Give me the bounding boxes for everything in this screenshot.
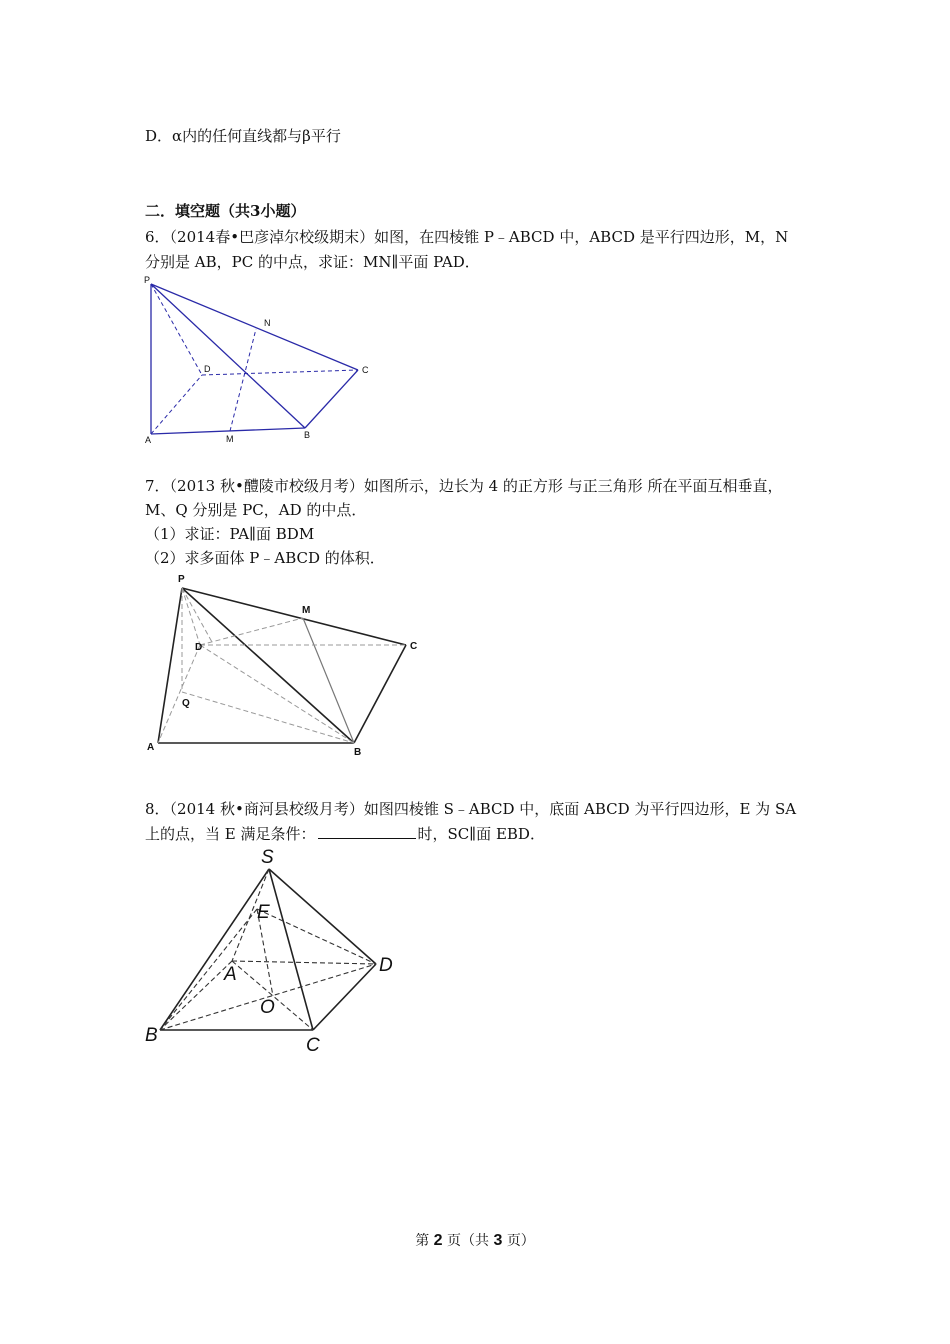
label-c: C — [362, 365, 369, 375]
q8-line2 — [145, 823, 545, 845]
q8-line1: 8．（2014 秋•商河县校级月考）如图四棱锥 S﹣ABCD 中，底面 ABCD 为平行四边形，E 为 SA — [145, 800, 797, 818]
edge-sd — [269, 869, 376, 964]
edge-da — [158, 645, 200, 743]
edge-dc — [202, 370, 358, 375]
label-s: S — [261, 847, 274, 868]
page-footer — [0, 1230, 950, 1250]
q7-line1: 7．（2013 秋•醴陵市校级月考）如图所示，边长为 4 的正方形 与正三角形 所在平面互相垂直， — [145, 477, 783, 495]
option-d: D．α内的任何直线都与β平行 — [145, 127, 341, 145]
edge-sc — [269, 869, 313, 1030]
label-b: B — [304, 430, 311, 440]
label-c: C — [306, 1035, 320, 1056]
label-m: M — [226, 434, 234, 444]
label-a: A — [224, 964, 237, 985]
section-heading-end: 小题） — [260, 202, 306, 220]
q8-line2-pre: 上的点，当 E 满足条件： — [145, 825, 316, 843]
label-a: A — [145, 435, 152, 445]
edge-pb — [182, 588, 354, 743]
q8-line2-post: 时，SC∥面 EBD． — [417, 825, 545, 843]
label-a: A — [147, 742, 155, 753]
label-d: D — [379, 955, 393, 976]
edge-ab — [160, 961, 232, 1030]
label-p: P — [144, 275, 151, 285]
footer-total-pages: 3 — [493, 1232, 503, 1249]
q7-line2: M、Q 分别是 PC，AD 的中点． — [145, 501, 367, 519]
q7-line4: （2）求多面体 P﹣ABCD 的体积． — [145, 549, 385, 567]
edge-sb — [160, 869, 269, 1030]
q8-figure — [140, 845, 410, 1055]
label-e: E — [257, 902, 270, 923]
footer-mid: 页（共 — [447, 1233, 489, 1249]
label-m: M — [302, 605, 311, 616]
q7-figure — [140, 570, 430, 760]
q6-line2: 分别是 AB，PC 的中点，求证：MN∥平面 PAD． — [145, 253, 480, 271]
edge-ad — [232, 961, 376, 964]
segment-eb — [160, 909, 257, 1030]
label-d: D — [204, 364, 211, 374]
label-o: O — [260, 997, 275, 1018]
label-c: C — [410, 641, 418, 652]
diag-ac — [232, 961, 313, 1030]
edge-pb — [151, 284, 305, 428]
edge-bc — [354, 645, 406, 743]
segment-dm — [200, 618, 303, 645]
q6-line1: 6．（2014春•巴彦淖尔校级期末）如图，在四棱锥 P﹣ABCD 中，ABCD 是平行四边形，M，N — [145, 228, 789, 246]
edge-pc — [151, 284, 358, 370]
edge-ad — [151, 375, 202, 434]
section-heading-text: 二．填空题（共 — [145, 202, 251, 220]
edge-bc — [305, 370, 358, 428]
section-heading — [145, 200, 305, 222]
segment-ed — [257, 909, 376, 964]
footer-post: 页） — [506, 1233, 535, 1249]
segment-qb — [182, 692, 354, 743]
q6-figure — [140, 275, 380, 447]
label-d: D — [195, 642, 203, 653]
label-q: Q — [182, 698, 190, 709]
edge-pa — [158, 588, 182, 743]
q7-line3: （1）求证：PA∥面 BDM — [145, 525, 315, 543]
section-question-count: 3 — [250, 202, 261, 220]
edge-pd — [151, 284, 202, 375]
answer-blank[interactable] — [318, 824, 416, 839]
segment-mn — [230, 329, 256, 431]
footer-pre: 第 — [415, 1233, 430, 1249]
label-b: B — [145, 1025, 158, 1046]
label-b: B — [354, 747, 362, 758]
label-p: P — [178, 574, 185, 585]
segment-db — [200, 645, 354, 743]
segment-mb — [303, 618, 354, 743]
footer-page-number: 2 — [433, 1232, 443, 1249]
label-n: N — [264, 318, 271, 328]
edge-pc — [182, 588, 406, 645]
